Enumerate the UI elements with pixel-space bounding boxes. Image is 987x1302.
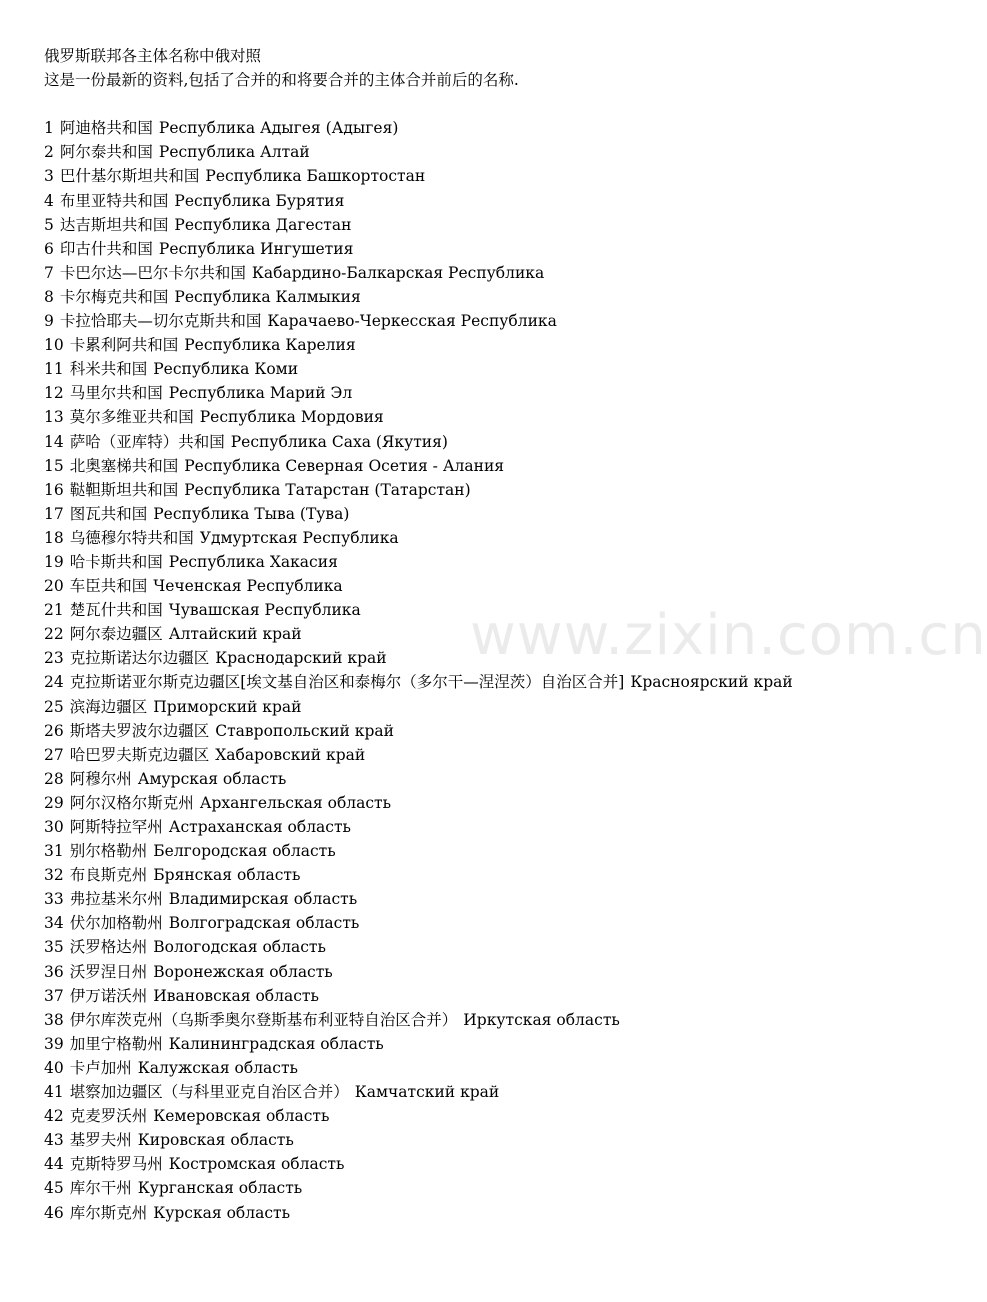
entry-chinese-name: 鞑靼斯坦共和国: [69, 480, 179, 499]
list-item: [44, 261, 874, 285]
entry-number: 27: [44, 745, 64, 764]
entry-number: 23: [44, 649, 64, 668]
list-item: [44, 309, 874, 333]
entry-chinese-name: 卡卢加州: [69, 1058, 132, 1077]
entry-russian-name: Республика Татарстан (Татарстан): [184, 480, 471, 499]
entry-chinese-name: 基罗夫州: [69, 1131, 132, 1150]
entry-chinese-name: 克麦罗沃州: [69, 1107, 148, 1126]
list-item: [44, 1008, 874, 1032]
entry-russian-name: Ивановская область: [153, 986, 319, 1005]
entry-russian-name: Краснодарский край: [215, 649, 387, 668]
list-item: [44, 333, 874, 357]
entry-russian-name: Республика Коми: [153, 360, 299, 379]
entry-chinese-name: 库尔斯克州: [69, 1203, 148, 1222]
entry-chinese-name: 印古什共和国: [59, 239, 153, 258]
entry-russian-name: Астраханская область: [168, 818, 351, 836]
entry-number: 21: [44, 601, 64, 620]
entry-russian-name: Чувашская Республика: [168, 601, 361, 620]
entry-number: 32: [44, 866, 64, 885]
entry-chinese-name: 伏尔加格勒州: [69, 914, 163, 933]
list-item: [44, 935, 874, 959]
entry-chinese-name: 克拉斯诺亚尔斯克边疆区[埃文基自治区和泰梅尔（多尔干—涅涅茨）自治区合并]: [69, 673, 625, 692]
entry-russian-name: Курганская область: [137, 1179, 303, 1198]
entry-list: [44, 116, 874, 1224]
entry-number: 30: [44, 818, 64, 836]
entry-russian-name: Ставропольский край: [215, 721, 394, 740]
list-item: [44, 381, 874, 405]
entry-number: 24: [44, 673, 64, 692]
list-item: [44, 743, 874, 767]
list-item: [44, 1152, 874, 1176]
entry-chinese-name: 卡尔梅克共和国: [59, 287, 169, 306]
entry-number: 41: [44, 1083, 64, 1102]
entry-number: 6: [44, 239, 54, 258]
list-item: [44, 430, 874, 454]
entry-number: 9: [44, 312, 54, 331]
entry-number: 45: [44, 1179, 64, 1198]
entry-russian-name: Удмуртская Республика: [199, 528, 399, 547]
list-item: [44, 598, 874, 622]
entry-russian-name: Алтайский край: [168, 625, 302, 644]
entry-chinese-name: 阿穆尔州: [69, 769, 132, 788]
list-item: [44, 405, 874, 429]
entry-number: 31: [44, 842, 64, 861]
list-item: [44, 357, 874, 381]
list-item: [44, 574, 874, 598]
entry-chinese-name: 巴什基尔斯坦共和国: [59, 167, 200, 186]
entry-number: 28: [44, 769, 64, 788]
blank-line: [44, 92, 874, 116]
entry-chinese-name: 阿迪格共和国: [59, 119, 153, 138]
entry-russian-name: Волгоградская область: [168, 914, 360, 933]
entry-number: 18: [44, 528, 64, 547]
entry-chinese-name: 克拉斯诺达尔边疆区: [69, 649, 210, 668]
entry-russian-name: Воронежская область: [153, 962, 333, 981]
entry-chinese-name: 阿尔泰共和国: [59, 143, 153, 162]
entry-number: 2: [44, 143, 54, 162]
entry-number: 12: [44, 384, 64, 403]
entry-russian-name: Кировская область: [137, 1131, 294, 1150]
entry-russian-name: Владимирская область: [168, 890, 358, 909]
list-item: [44, 1176, 874, 1200]
entry-number: 3: [44, 167, 54, 186]
entry-russian-name: Калининградская область: [168, 1034, 384, 1053]
entry-number: 40: [44, 1058, 64, 1077]
entry-chinese-name: 莫尔多维亚共和国: [69, 408, 194, 427]
list-item: [44, 502, 874, 526]
entry-number: 38: [44, 1010, 64, 1029]
list-item: [44, 140, 874, 164]
list-item: [44, 550, 874, 574]
entry-russian-name: Карачаево-Черкесская Республика: [267, 312, 557, 331]
entry-chinese-name: 萨哈（亚库特）共和国: [69, 432, 225, 451]
entry-number: 16: [44, 480, 64, 499]
entry-chinese-name: 弗拉基米尔州: [69, 890, 163, 909]
entry-russian-name: Республика Калмыкия: [174, 287, 361, 306]
entry-chinese-name: 斯塔夫罗波尔边疆区: [69, 721, 210, 740]
list-item: [44, 189, 874, 213]
list-item: [44, 960, 874, 984]
entry-russian-name: Иркутская область: [463, 1010, 620, 1029]
entry-number: 20: [44, 577, 64, 596]
list-item: [44, 815, 874, 839]
list-item: [44, 1104, 874, 1128]
entry-russian-name: Республика Адыгея (Адыгея): [158, 119, 399, 138]
entry-number: 35: [44, 938, 64, 957]
entry-number: 13: [44, 408, 64, 427]
entry-chinese-name: 沃罗格达州: [69, 938, 148, 957]
entry-number: 29: [44, 793, 64, 812]
entry-russian-name: Камчатский край: [354, 1083, 500, 1102]
entry-chinese-name: 伊尔库茨克州（乌斯季奥尔登斯基布利亚特自治区合并）: [69, 1010, 458, 1029]
entry-chinese-name: 阿尔汉格尔斯克州: [69, 793, 194, 812]
list-item: [44, 767, 874, 791]
entry-russian-name: Кемеровская область: [153, 1107, 330, 1126]
entry-chinese-name: 马里尔共和国: [69, 384, 163, 403]
list-item: [44, 1201, 874, 1225]
entry-russian-name: Республика Марий Эл: [168, 384, 353, 403]
list-item: [44, 984, 874, 1008]
entry-number: 25: [44, 697, 64, 716]
entry-russian-name: Амурская область: [137, 769, 287, 788]
entry-russian-name: Республика Бурятия: [174, 191, 345, 210]
entry-chinese-name: 阿斯特拉罕州: [69, 818, 163, 836]
list-item: [44, 1032, 874, 1056]
entry-russian-name: Республика Алтай: [158, 143, 310, 162]
entry-russian-name: Красноярский край: [630, 673, 793, 692]
entry-number: 37: [44, 986, 64, 1005]
entry-chinese-name: 北奥塞梯共和国: [69, 456, 179, 475]
entry-russian-name: Приморский край: [153, 697, 302, 716]
entry-number: 34: [44, 914, 64, 933]
entry-chinese-name: 卡累利阿共和国: [69, 336, 179, 355]
entry-russian-name: Чеченская Республика: [153, 577, 343, 596]
entry-number: 22: [44, 625, 64, 644]
entry-chinese-name: 哈巴罗夫斯克边疆区: [69, 745, 210, 764]
document-page: [44, 44, 874, 1225]
list-item: [44, 164, 874, 188]
list-item: [44, 646, 874, 670]
entry-number: 7: [44, 263, 54, 282]
watermark: www.zixin.com.cn: [470, 603, 987, 668]
entry-russian-name: Республика Тыва (Тува): [153, 504, 350, 523]
list-item: [44, 887, 874, 911]
entry-russian-name: Кабардино-Балкарская Республика: [251, 263, 545, 282]
entry-russian-name: Республика Карелия: [184, 336, 356, 355]
entry-number: 43: [44, 1131, 64, 1150]
list-item: [44, 116, 874, 140]
list-item: [44, 213, 874, 237]
entry-russian-name: Республика Башкортостан: [205, 167, 426, 186]
entry-number: 1: [44, 119, 54, 138]
list-item: [44, 622, 874, 646]
entry-chinese-name: 哈卡斯共和国: [69, 552, 163, 571]
entry-number: 11: [44, 360, 64, 379]
entry-russian-name: Республика Хакасия: [168, 552, 338, 571]
entry-russian-name: Республика Мордовия: [199, 408, 384, 427]
entry-russian-name: Архангельская область: [199, 793, 392, 812]
entry-chinese-name: 滨海边疆区: [69, 697, 148, 716]
list-item: [44, 285, 874, 309]
entry-russian-name: Республика Дагестан: [174, 215, 352, 234]
list-item: [44, 237, 874, 261]
entry-russian-name: Республика Северная Осетия - Алания: [184, 456, 505, 475]
document-title: 俄罗斯联邦各主体名称中俄对照: [44, 47, 262, 65]
entry-number: 46: [44, 1203, 64, 1222]
list-item: [44, 791, 874, 815]
entry-number: 10: [44, 336, 64, 355]
entry-chinese-name: 克斯特罗马州: [69, 1155, 163, 1174]
entry-russian-name: Вологодская область: [153, 938, 326, 957]
entry-russian-name: Хабаровский край: [215, 745, 366, 764]
entry-chinese-name: 楚瓦什共和国: [69, 601, 163, 620]
entry-chinese-name: 车臣共和国: [69, 577, 148, 596]
entry-number: 4: [44, 191, 54, 210]
entry-chinese-name: 布良斯克州: [69, 866, 148, 885]
list-item: [44, 695, 874, 719]
entry-number: 44: [44, 1155, 64, 1174]
list-item: [44, 1056, 874, 1080]
entry-chinese-name: 伊万诺沃州: [69, 986, 148, 1005]
entry-number: 5: [44, 215, 54, 234]
entry-number: 15: [44, 456, 64, 475]
entry-chinese-name: 卡拉恰耶夫—切尔克斯共和国: [59, 312, 262, 331]
entry-chinese-name: 达吉斯坦共和国: [59, 215, 169, 234]
entry-chinese-name: 堪察加边疆区（与科里亚克自治区合并）: [69, 1083, 349, 1102]
entry-chinese-name: 科米共和国: [69, 360, 148, 379]
entry-russian-name: Костромская область: [168, 1155, 345, 1174]
document-subtitle: 这是一份最新的资料,包括了合并的和将要合并的主体合并前后的名称.: [44, 71, 519, 90]
entry-chinese-name: 库尔干州: [69, 1179, 132, 1198]
list-item: [44, 478, 874, 502]
entry-chinese-name: 布里亚特共和国: [59, 191, 169, 210]
list-item: [44, 454, 874, 478]
list-item: [44, 863, 874, 887]
entry-number: 8: [44, 287, 54, 306]
entry-number: 42: [44, 1107, 64, 1126]
entry-russian-name: Калужская область: [137, 1058, 298, 1077]
entry-chinese-name: 加里宁格勒州: [69, 1034, 163, 1053]
list-item: [44, 1080, 874, 1104]
entry-chinese-name: 卡巴尔达—巴尔卡尔共和国: [59, 263, 246, 282]
entry-chinese-name: 别尔格勒州: [69, 842, 148, 861]
entry-russian-name: Республика Ингушетия: [158, 239, 354, 258]
entry-number: 33: [44, 890, 64, 909]
entry-chinese-name: 乌德穆尔特共和国: [69, 528, 194, 547]
entry-chinese-name: 图瓦共和国: [69, 504, 148, 523]
entry-russian-name: Брянская область: [153, 866, 301, 885]
entry-russian-name: Республика Саха (Якутия): [230, 432, 448, 451]
entry-russian-name: Белгородская область: [153, 842, 336, 861]
entry-number: 39: [44, 1034, 64, 1053]
entry-chinese-name: 沃罗涅日州: [69, 962, 148, 981]
list-item: [44, 839, 874, 863]
list-item: [44, 719, 874, 743]
entry-chinese-name: 阿尔泰边疆区: [69, 625, 163, 644]
list-item: [44, 526, 874, 550]
entry-number: 26: [44, 721, 64, 740]
entry-russian-name: Курская область: [153, 1203, 291, 1222]
entry-number: 19: [44, 552, 64, 571]
list-item: [44, 911, 874, 935]
entry-number: 14: [44, 432, 64, 451]
list-item: [44, 670, 874, 694]
entry-number: 17: [44, 504, 64, 523]
list-item: [44, 1128, 874, 1152]
entry-number: 36: [44, 962, 64, 981]
